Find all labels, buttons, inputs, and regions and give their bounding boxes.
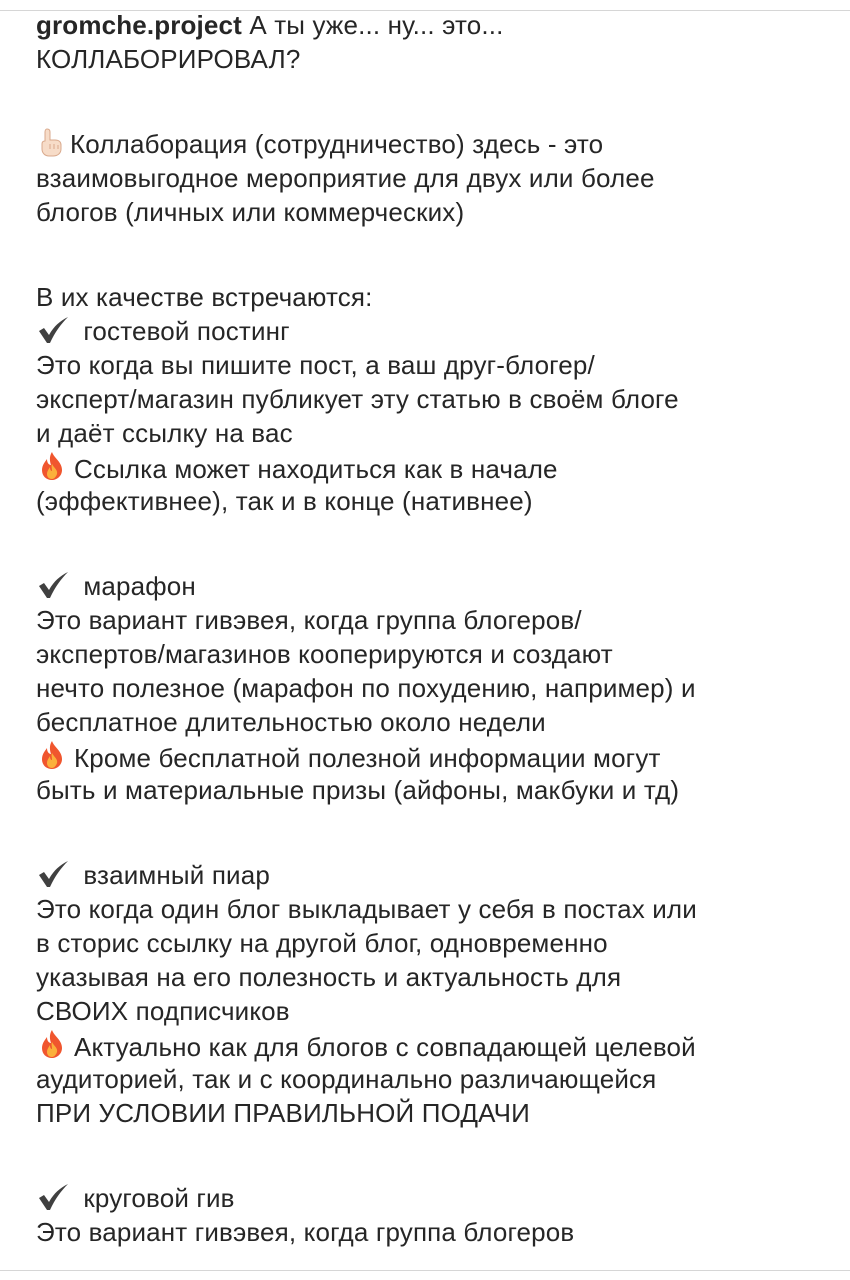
caption-first-line bbox=[36, 8, 826, 42]
username-link[interactable]: gromche.project bbox=[36, 10, 242, 40]
intro-text: А ты уже... ну... это... bbox=[249, 10, 504, 40]
section-note-text: Актуально как для блогов с совпадающей целевой bbox=[74, 1032, 696, 1062]
section-title-text: круговой гив bbox=[83, 1183, 235, 1213]
spacer bbox=[36, 229, 826, 280]
section-note-line: ПРИ УСЛОВИИ ПРАВИЛЬНОЙ ПОДАЧИ bbox=[36, 1098, 530, 1128]
spacer bbox=[36, 518, 826, 569]
section-body-line: указывая на его полезность и актуальность для bbox=[36, 962, 622, 992]
section-note-text: Кроме бесплатной полезной информации могут bbox=[74, 743, 661, 773]
definition-line-2: взаимовыгодное мероприятие для двух или более bbox=[36, 163, 655, 193]
intro-question: КОЛЛАБОРИРОВАЛ? bbox=[36, 44, 301, 74]
check-mark-icon bbox=[36, 1183, 70, 1211]
definition-text: Коллаборация (сотрудничество) здесь - это bbox=[70, 129, 604, 159]
section-title-text: гостевой постинг bbox=[83, 316, 290, 346]
spacer bbox=[36, 76, 826, 127]
check-mark-icon bbox=[36, 860, 70, 888]
section-body-line: Это вариант гивэвея, когда группа блогеров bbox=[36, 1217, 575, 1247]
spacer bbox=[36, 807, 826, 858]
definition-line-3: блогов (личных или коммерческих) bbox=[36, 197, 465, 227]
section-title-guest-posting bbox=[36, 314, 826, 348]
section-note-text: Ссылка может находиться как в начале bbox=[74, 454, 558, 484]
section-body-line: СВОИХ подписчиков bbox=[36, 996, 290, 1026]
types-intro: В их качестве встречаются: bbox=[36, 282, 373, 312]
section-body-line: бесплатное длительностью около недели bbox=[36, 707, 546, 737]
section-title-mutual-pr bbox=[36, 858, 826, 892]
section-body-line: Это когда один блог выкладывает у себя в постах или bbox=[36, 894, 697, 924]
section-body-line: и даёт ссылку на вас bbox=[36, 418, 293, 448]
post-caption bbox=[36, 8, 826, 1249]
section-note-line bbox=[36, 1028, 826, 1062]
section-body-line: Это вариант гивэвея, когда группа блогеров/ bbox=[36, 605, 582, 635]
section-body-line: эксперт/магазин публикует эту статью в своём блоге bbox=[36, 384, 679, 414]
section-body-line: нечто полезное (марафон по похудению, например) и bbox=[36, 673, 696, 703]
section-note-line: аудиторией, так и с координально различающейся bbox=[36, 1064, 657, 1094]
section-title-text: марафон bbox=[83, 571, 196, 601]
definition-line-1 bbox=[36, 127, 826, 161]
section-note-line bbox=[36, 450, 826, 484]
check-mark-icon bbox=[36, 571, 70, 599]
section-title-circular-giveaway bbox=[36, 1181, 826, 1215]
section-note-line: (эффективнее), так и в конце (нативнее) bbox=[36, 486, 533, 516]
section-body-line: экспертов/магазинов кооперируются и создают bbox=[36, 639, 613, 669]
section-note-line bbox=[36, 739, 826, 773]
section-body-line: Это когда вы пишите пост, а ваш друг-блогер/ bbox=[36, 350, 595, 380]
section-body-line: в сторис ссылку на другой блог, одновременно bbox=[36, 928, 608, 958]
bottom-divider bbox=[0, 1270, 850, 1271]
section-title-text: взаимный пиар bbox=[83, 860, 270, 890]
spacer bbox=[36, 1130, 826, 1181]
pointing-up-hand-icon bbox=[36, 127, 64, 165]
section-note-line: быть и материальные призы (айфоны, макбуки и тд) bbox=[36, 775, 680, 805]
section-title-marathon bbox=[36, 569, 826, 603]
check-mark-icon bbox=[36, 316, 70, 344]
